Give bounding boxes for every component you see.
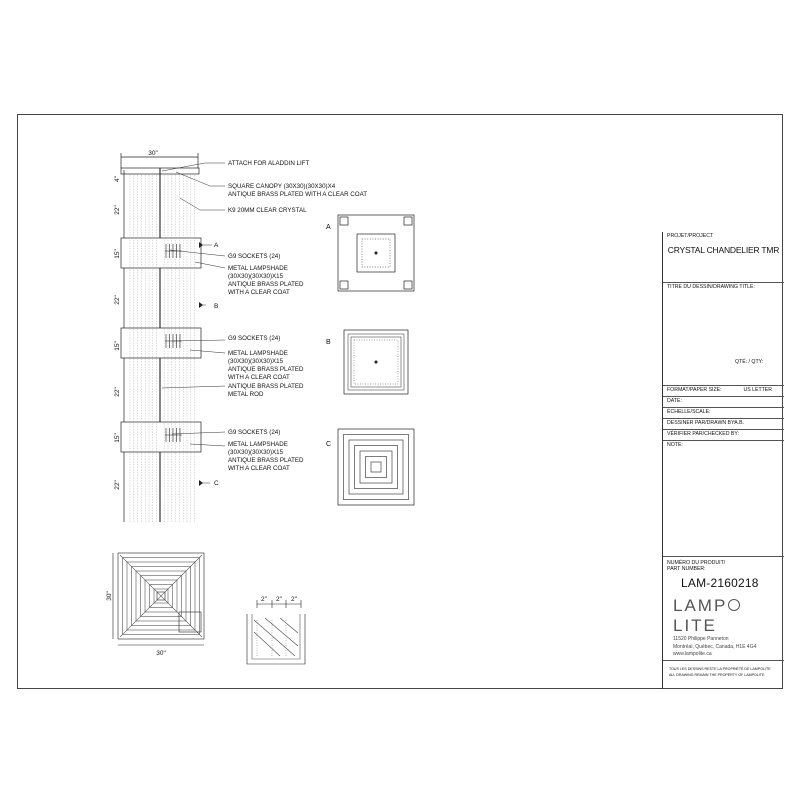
marker-b-arrow [199, 302, 203, 308]
callout-rod: ANTIQUE BRASS PLATED [228, 383, 304, 390]
callout-sockets-1: G9 SOCKETS (24) [228, 253, 281, 260]
callout-shade-1: METAL LAMPSHADE [228, 265, 288, 272]
project-field [663, 232, 784, 282]
format-field [663, 385, 784, 395]
dim-detail-3: 2" [291, 596, 297, 603]
view-label-c: C [326, 441, 332, 448]
drawing-title-field [663, 282, 784, 364]
brand-logo [673, 596, 780, 636]
callout-shade-1-size: (30X30)(30X30)X15 [228, 273, 284, 280]
dim-gap-3: 22" [114, 387, 121, 397]
callout-shade-3-size: (30X30)(30X30)X15 [228, 449, 284, 456]
ring [344, 435, 409, 500]
marker-c-label: C [214, 480, 219, 487]
view-label-a: A [326, 224, 331, 231]
part-number-field [663, 556, 784, 656]
ring [355, 446, 398, 489]
date-field [663, 396, 784, 406]
drawn-by-value: A.B. [734, 420, 744, 426]
project-label: PROJET/PROJECT [667, 233, 714, 239]
callout-shade-1-coat: WITH A CLEAR COAT [228, 289, 290, 296]
checked-by-label: VÉRIFIER PAR/CHECKED BY: [667, 431, 739, 437]
drawn-by-field [663, 418, 784, 428]
scale-field [663, 407, 784, 417]
callout-shade-2-finish: ANTIQUE BRASS PLATED [228, 366, 304, 373]
callout-shade-3-coat: WITH A CLEAR COAT [228, 465, 290, 472]
legal-en: ALL DRAWING REMAIN THE PROPERTY OF LAMPOLITE [669, 673, 765, 677]
checked-by-field [663, 429, 784, 439]
dim-top-width: 30" [148, 150, 158, 157]
drawn-by-label: DESSINER PAR/DRAWN BY: [667, 420, 736, 426]
callout-sockets-3: G9 SOCKETS (24) [228, 429, 281, 436]
drawing-title-label: TITRE DU DESSIN/DRAWING TITLE: [667, 284, 755, 290]
plan-view [113, 553, 204, 645]
lampshade-tier-3 [121, 422, 201, 452]
qty-label: QTÉ: / QTY: [735, 359, 764, 365]
lampshade-tier-1 [121, 238, 201, 268]
detail-view [247, 600, 305, 664]
section-views [338, 215, 414, 505]
part-label-1: NUMÉRO DU PRODUIT/ [667, 560, 726, 566]
ring [366, 457, 387, 478]
website: www.lampolite.ca [673, 651, 712, 657]
scale-label: ÉCHELLE/SCALE: [667, 409, 711, 415]
callout-crystal: K9 20MM CLEAR CRYSTAL [228, 207, 307, 214]
legal-field [663, 660, 784, 689]
project-name: CRYSTAL CHANDELIER TMR [667, 245, 780, 255]
section-c-rings [344, 435, 409, 500]
callout-shade-3: METAL LAMPSHADE [228, 441, 288, 448]
callout-attach: ATTACH FOR ALADDIN LIFT [228, 160, 310, 167]
note-field [663, 440, 784, 556]
title-block [662, 232, 783, 689]
dim-detail-1: 2" [261, 596, 267, 603]
note-label: NOTE: [667, 442, 683, 448]
legal-fr: TOUS LES DESSINS RESTE LA PROPRIÉTÉ DE LAMPOLITE [669, 667, 771, 671]
dim-gap-1: 22" [114, 205, 121, 215]
lampshade-tier-2 [121, 328, 201, 358]
view-label-b: B [326, 339, 331, 346]
dim-tier-3: 15" [114, 433, 121, 443]
part-label-2: PART NUMBER: [667, 566, 706, 572]
brand-left: LAMP [673, 596, 728, 615]
dim-plan-side: 30" [106, 591, 113, 601]
dim-gap-2: 22" [114, 295, 121, 305]
marker-c-arrow [199, 480, 203, 486]
section-c-outline [338, 429, 414, 505]
dim-plan-bottom: 30" [156, 650, 166, 657]
callout-labels [228, 160, 367, 472]
callout-rod-type: METAL ROD [228, 391, 264, 398]
ring [360, 451, 392, 483]
dim-detail-2: 2" [276, 596, 282, 603]
callout-shade-1-finish: ANTIQUE BRASS PLATED [228, 281, 304, 288]
callout-canopy: SQUARE CANOPY (30X30)(30X30)X4 [228, 183, 336, 190]
address-line-1: 11520 Philippe Panneton [673, 636, 729, 642]
callout-shade-2: METAL LAMPSHADE [228, 350, 288, 357]
dim-gap-4: 22" [114, 480, 121, 490]
ring [349, 440, 403, 494]
dim-tier-1: 15" [114, 249, 121, 259]
address-line-2: Montréal, Québec, Canada, H1E 4G4 [673, 643, 757, 650]
callout-sockets-2: G9 SOCKETS (24) [228, 335, 281, 342]
brand-right: LITE [673, 616, 717, 635]
callout-canopy-finish: ANTIQUE BRASS PLATED WITH A CLEAR COAT [228, 191, 368, 198]
date-label: DATE: [667, 398, 682, 404]
dim-tier-2: 15" [114, 341, 121, 351]
format-label: FORMAT/PAPER SIZE: [667, 387, 722, 393]
dim-canopy-height: 4" [114, 176, 121, 182]
callout-shade-2-size: (30X30)(30X30)X15 [228, 358, 284, 365]
format-value: US LETTER [743, 387, 772, 393]
callout-shade-3-finish: ANTIQUE BRASS PLATED [228, 457, 304, 464]
marker-b-label: B [214, 303, 219, 310]
callout-shade-2-coat: WITH A CLEAR COAT [228, 374, 290, 381]
part-number: LAM-2160218 [681, 576, 759, 590]
marker-a-label: A [214, 242, 219, 249]
ring [371, 462, 381, 472]
brand-o-circle [728, 599, 740, 611]
section-markers [199, 242, 219, 487]
